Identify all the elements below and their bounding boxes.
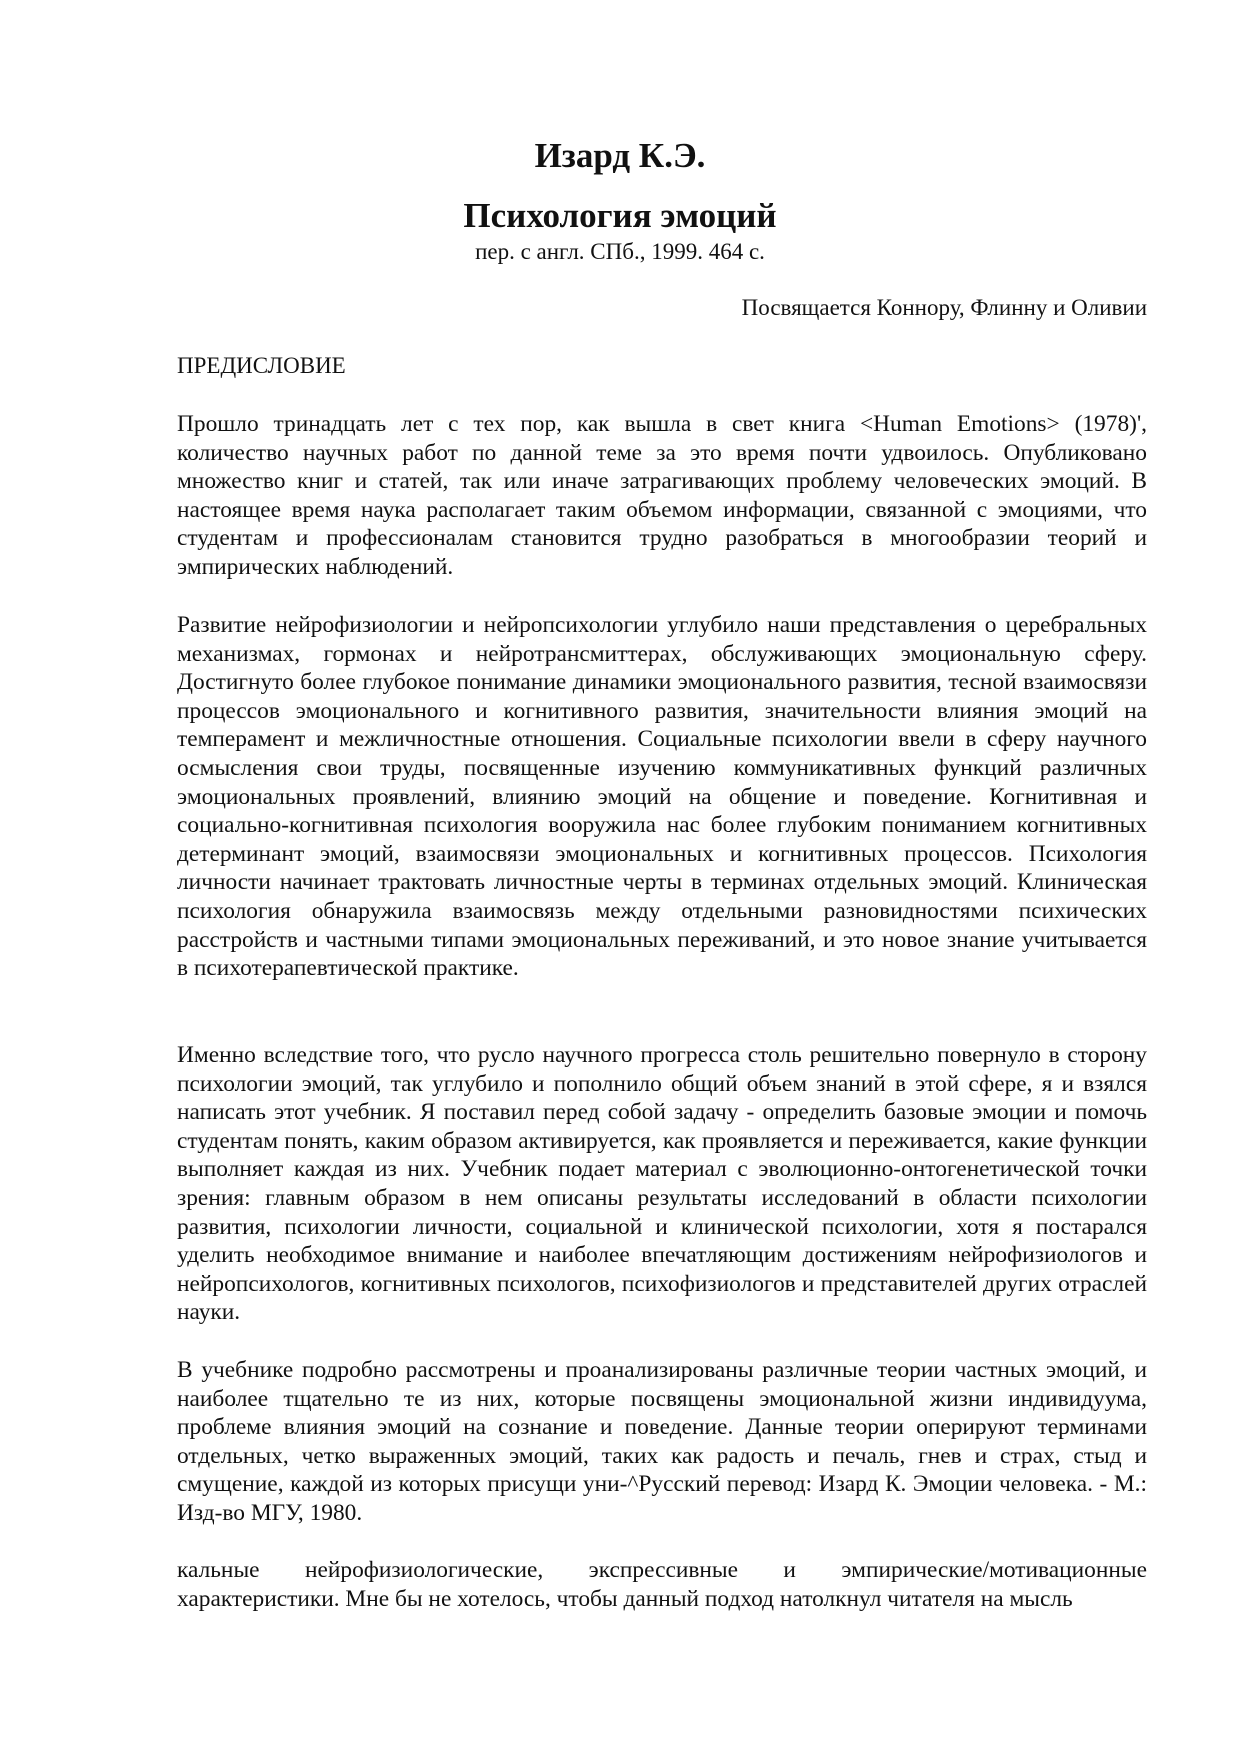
- paragraph: кальные нейрофизиологические, экспрессивные и эмпирические/мотивационные характеристики. Мне бы не хотелось, чтобы данный подход натолкнул читателя на мысль: [177, 1557, 1147, 1612]
- book-title: Психология эмоций: [463, 196, 777, 235]
- section-heading: ПРЕДИСЛОВИЕ: [177, 353, 346, 378]
- dedication: Посвящается Коннору, Флинну и Оливии: [741, 295, 1147, 320]
- paragraph: В учебнике подробно рассмотрены и проанализированы различные теории частных эмоций, и наиболее тщательно те из них, которые посвящены эмоциональной жизни индивидуума, проблеме влияния эмоций на сознание и поведение. Данные теории оперируют терминами отдельных, четко выраженных эмоций, таких как радость и печаль, гнев и страх, стыд и смущение, каждой из которых присущи уни-^Русский перевод: Изард К. Эмоции человека. - М.: Изд-во МГУ, 1980.: [177, 1357, 1147, 1526]
- publication-imprint: пер. с англ. СПб., 1999. 464 с.: [475, 239, 765, 264]
- author-name: Изард К.Э.: [534, 136, 706, 175]
- paragraph: Именно вследствие того, что русло научного прогресса столь решительно повернуло в сторону психологии эмоций, так углубило и пополнило общий объем знаний в этой сфере, я и взялся написать этот учебник. Я поставил перед собой задачу - определить базовые эмоции и помочь студентам понять, каким образом активируется, как проявляется и переживается, какие функции выполняет каждая из них. Учебник подает материал с эволюционно-онтогенетической точки зрения: главным образом в нем описаны результаты исследований в области психологии развития, психологии личности, социальной и клинической психологии, хотя я постарался уделить необходимое внимание и наиболее впечатляющим достижениям нейрофизиологов и нейропсихологов, когнитивных психологов, психофизиологов и представителей других отраслей науки.: [177, 1042, 1147, 1326]
- paragraph: Прошло тринадцать лет с тех пор, как вышла в свет книга <Human Emotions> (1978)', количество научных работ по данной теме за это время почти удвоилось. Опубликовано множество книг и статей, так или иначе затрагивающих проблему человеческих эмоций. В настоящее время наука располагает таким объемом информации, связанной с эмоциями, что студентам и профессионалам становится трудно разобраться в многообразии теорий и эмпирических наблюдений.: [177, 411, 1147, 580]
- paragraph: Развитие нейрофизиологии и нейропсихологии углубило наши представления о церебральных механизмах, гормонах и нейротрансмиттерах, обслуживающих эмоциональную сферу. Достигнуто более глубокое понимание динамики эмоционального развития, тесной взаимосвязи процессов эмоционального и когнитивного развития, значительности влияния эмоций на темперамент и межличностные отношения. Социальные психологии ввели в сферу научного осмысления свои труды, посвященные изучению коммуникативных функций различных эмоциональных проявлений, влиянию эмоций на общение и поведение. Когнитивная и социально-когнитивная психология вооружила нас более глубоким пониманием когнитивных детерминант эмоций, взаимосвязи эмоциональных и когнитивных процессов. Психология личности начинает трактовать личностные черты в терминах отдельных эмоций. Клиническая психология обнаружила взаимосвязь между отдельными разновидностями психических расстройств и частными типами эмоциональных переживаний, и это новое знание учитывается в психотерапевтической практике.: [177, 612, 1147, 982]
